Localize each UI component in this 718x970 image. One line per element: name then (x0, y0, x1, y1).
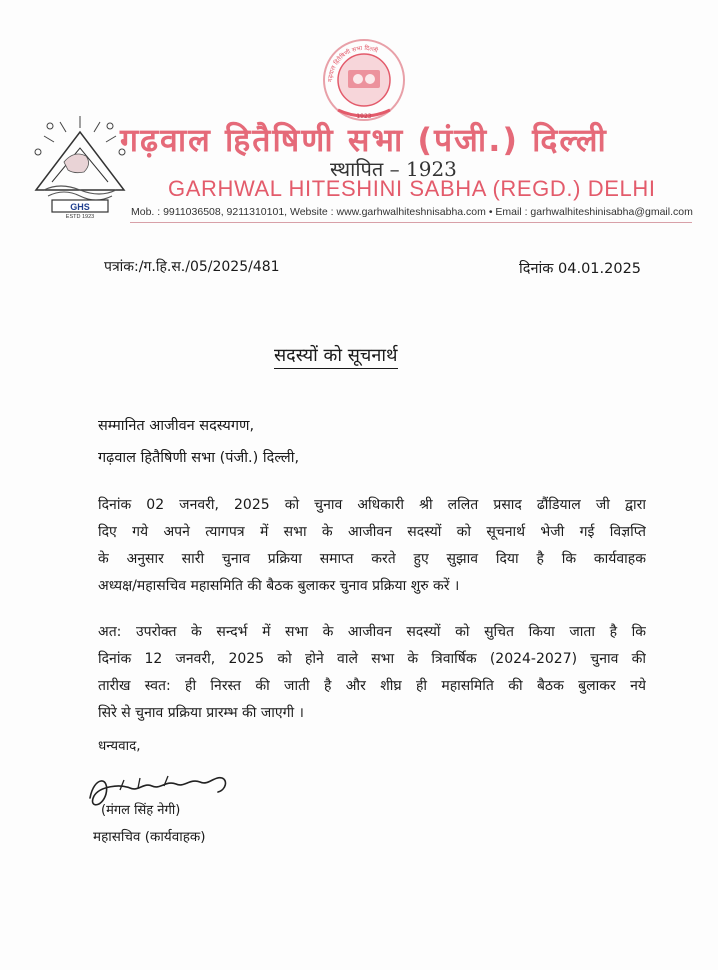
salutation-line: गढ़वाल हितैषिणी सभा (पंजी.) दिल्ली, (98, 450, 300, 466)
paragraph-line: सिरे से चुनाव प्रक्रिया प्रारम्भ की जाएगी । (98, 705, 304, 721)
svg-text:GHS: GHS (70, 202, 90, 212)
body-paragraph-1 (98, 492, 646, 600)
established-year: स्थापित – 1923 (330, 157, 457, 181)
signer-name: (मंगल सिंह नेगी) (101, 803, 181, 818)
paragraph-line: दिनांक 02 जनवरी, 2025 को चुनाव अधिकारी श्री ललित प्रसाद ढौंडियाल जी द्वारा (98, 497, 646, 513)
reference-number: पत्रांक:/ग.हि.स./05/2025/481 (104, 259, 280, 275)
paragraph-line: दिनांक 12 जनवरी, 2025 को होने वाले सभा के त्रिवार्षिक (2024-2027) चुनाव की (98, 651, 646, 667)
salutation (98, 410, 299, 474)
header-divider (130, 222, 692, 223)
paragraph-line: दिए गये अपने त्यागपत्र में सभा के आजीवन सदस्यों को सूचनार्थ भेजी गई विज्ञप्ति (98, 524, 646, 540)
signer-title: महासचिव (कार्यवाहक) (93, 829, 206, 845)
ghs-logo-icon (30, 112, 130, 220)
paragraph-line: तारीख स्वत: ही निरस्त की जाती है और शीघ्र ही महासमिति की बैठक बुलाकर नये (98, 678, 646, 694)
society-seal-icon (318, 30, 410, 122)
contact-details: Mob. : 9911036508, 9211310101, Website : www.garhwalhiteshnisabha.com • Email : garhwalhiteshinisabha@gmail.com (131, 206, 693, 218)
salutation-line: सम्मानित आजीवन सदस्यगण, (98, 418, 255, 434)
society-name-hindi: गढ़वाल हितैषिणी सभा (पंजी.) दिल्ली (120, 121, 608, 159)
letter-subject: सदस्यों को सूचनार्थ (274, 343, 398, 369)
paragraph-line: के अनुसार सारी चुनाव प्रक्रिया समाप्त करते हुए सुझाव दिया है कि कार्यवाहक (98, 551, 646, 567)
letter-date: दिनांक 04.01.2025 (519, 261, 642, 277)
paragraph-line: अध्यक्ष/महासचिव महासमिति की बैठक बुलाकर चुनाव प्रक्रिया शुरु करें । (98, 578, 460, 594)
body-paragraph-2 (98, 619, 646, 727)
paragraph-line: अत: उपरोक्त के सन्दर्भ में सभा के आजीवन सदस्यों को सुचित किया जाता है कि (98, 624, 646, 640)
svg-text:ESTD 1923: ESTD 1923 (65, 214, 95, 220)
society-name-english: GARHWAL HITESHINI SABHA (REGD.) DELHI (168, 176, 656, 201)
svg-text:1923: 1923 (356, 113, 372, 120)
closing-text: धन्यवाद, (98, 738, 141, 754)
svg-text:गढ़वाल हितैषिणी सभा दिल्ली: गढ़वाल हितैषिणी सभा दिल्ली (326, 44, 379, 83)
